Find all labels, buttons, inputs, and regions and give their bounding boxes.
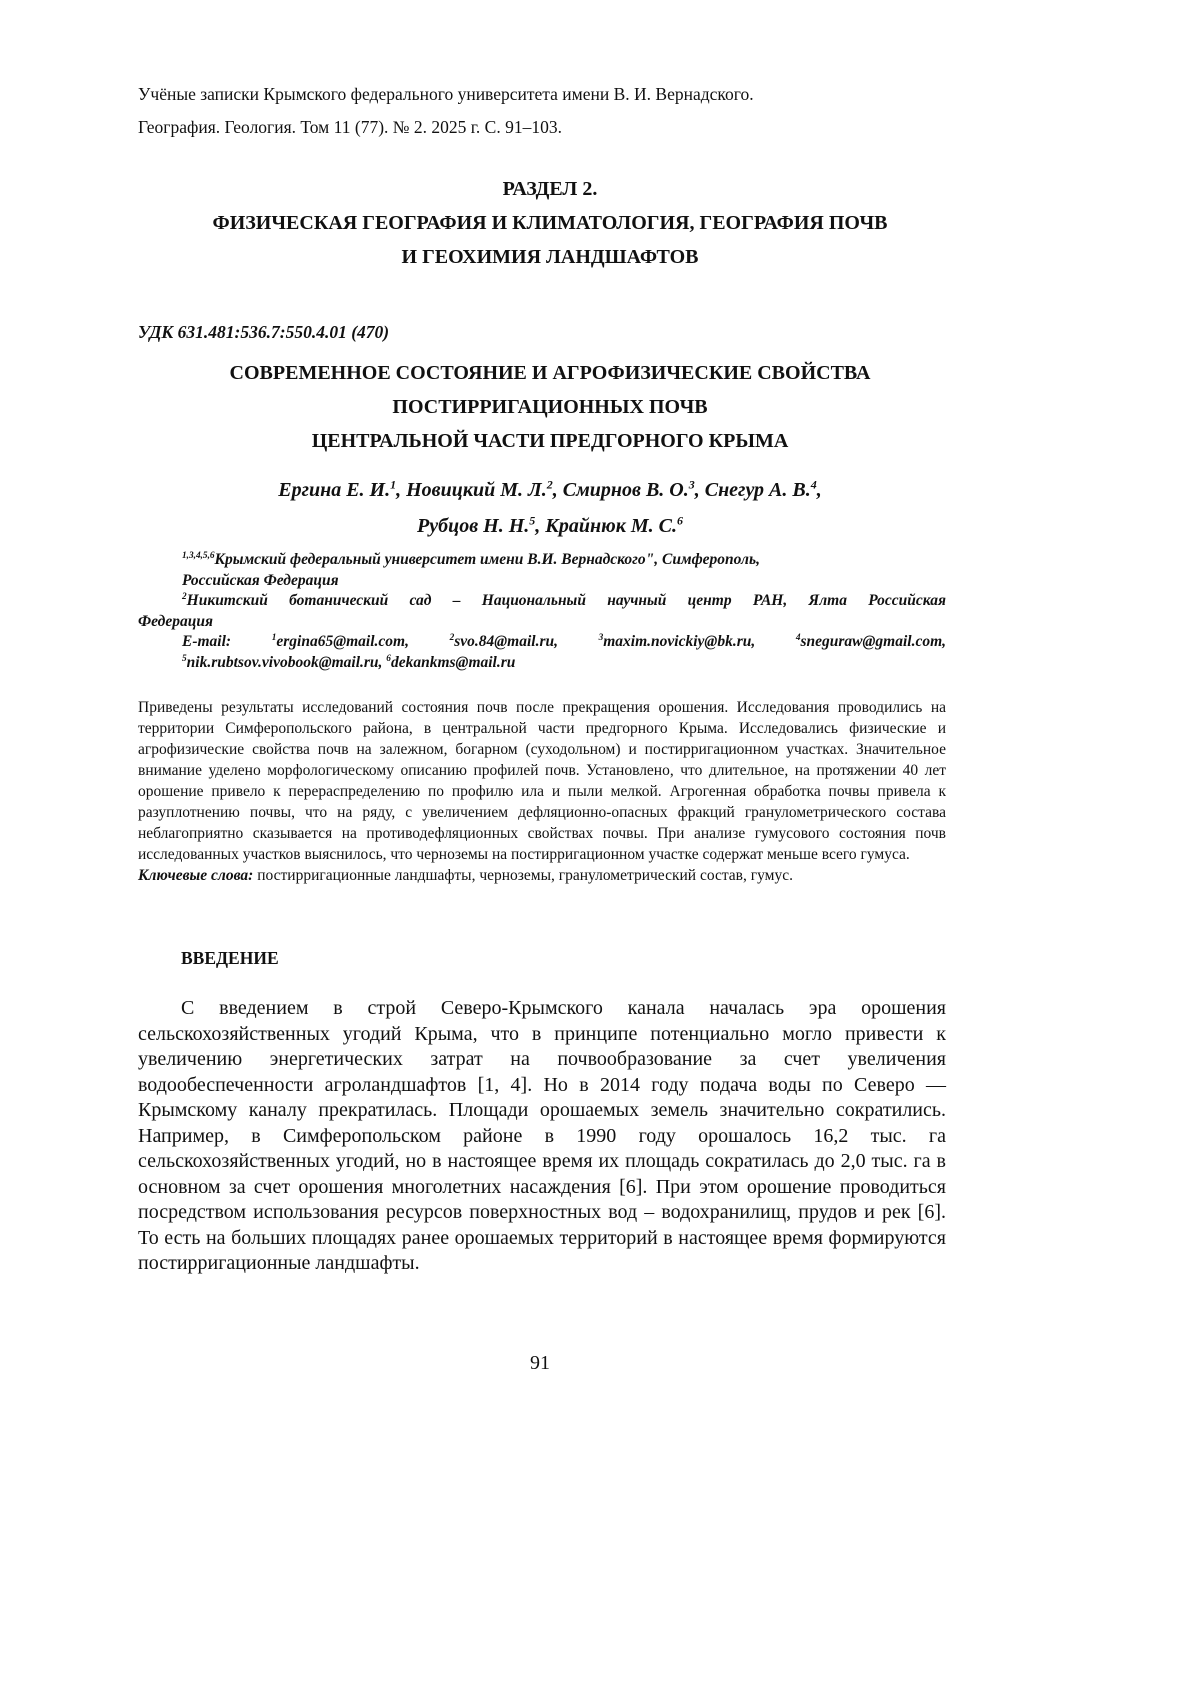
author-sup: 6 (677, 513, 683, 527)
journal-line-2: География. Геология. Том 11 (77). № 2. 2025 г. С. 91–103. (138, 111, 1038, 144)
page-number: 91 (0, 1352, 1080, 1375)
intro-heading: ВВЕДЕНИЕ (181, 948, 279, 969)
author-list (120, 472, 980, 544)
author-sup: 1 (390, 477, 396, 491)
affiliation-2 (138, 591, 946, 612)
author-name: Ергина Е. И. (278, 479, 390, 501)
affiliation-2-cont: Федерация (138, 612, 946, 633)
udk-code: УДК 631.481:536.7:550.4.01 (470) (138, 322, 389, 343)
email-address[interactable]: 6dekankms@mail.ru (386, 654, 515, 671)
affiliation-text: Никитский ботанический сад – Национальный научный центр РАН, Ялта Российская (187, 592, 946, 609)
email-line-2 (138, 653, 946, 674)
email-line-1 (138, 632, 946, 653)
author-sup: 2 (547, 477, 553, 491)
email-label: E-mail: (182, 633, 231, 650)
affiliation-1-cont: Российская Федерация (138, 571, 946, 592)
email-address[interactable]: 1ergina65@mail.com, (272, 633, 409, 650)
keywords-text: постирригационные ландшафты, черноземы, гранулометрический состав, гумус. (253, 867, 793, 884)
affiliation-sup: 1,3,4,5,6 (182, 551, 215, 561)
journal-line-1: Учёные записки Крымского федерального университета имени В. И. Вернадского. (138, 78, 1038, 111)
email-address[interactable]: 4sneguraw@gmail.com, (796, 633, 946, 650)
intro-paragraph: С введением в строй Северо-Крымского канала началась эра орошения сельскохозяйственных угодий Крыма, что в принципе потенциально могло привести к увеличению энергетических затрат на почвообразование за счет увеличения водообеспеченности агроландшафтов [1, 4]. Но в 2014 году подача воды по Северо — Крымскому каналу прекратилась. Площади орошаемых земель значительно сократились. Например, в Симферопольском районе в 1990 году орошалось 16,2 тыс. га сельскохозяйственных угодий, но в настоящее время их площадь сократилась до 2,0 тыс. га в основном за счет орошения многолетних насаждения [6]. При этом орошение проводиться посредством использования ресурсов поверхностных вод – водохранилищ, прудов и рек [6]. То есть на больших площадях ранее орошаемых территорий в настоящее время формируются постирригационные ландшафты. (138, 996, 946, 1277)
affiliation-sup: 2 (182, 592, 187, 602)
affiliations (138, 550, 946, 673)
author-name: Рубцов Н. Н. (417, 515, 529, 537)
affiliation-1 (138, 550, 946, 571)
author-line-1: Ергина Е. И.1, Новицкий М. Л.2, Смирнов В. О.3, Снегур А. В.4, (120, 472, 980, 508)
email-address[interactable]: 3maxim.novickiy@bk.ru, (599, 633, 756, 650)
intro-body (138, 996, 946, 1277)
author-sup: 3 (689, 477, 695, 491)
author-name: Крайнюк М. С. (545, 515, 677, 537)
author-name: Смирнов В. О. (563, 479, 689, 501)
document-page (0, 0, 1200, 1697)
section-line-1: РАЗДЕЛ 2. (120, 172, 980, 206)
author-sup: 5 (529, 513, 535, 527)
title-line-2: ПОСТИРРИГАЦИОННЫХ ПОЧВ (120, 390, 980, 424)
journal-header (138, 78, 1038, 144)
email-address[interactable]: 5nik.rubtsov.vivobook@mail.ru, (182, 654, 382, 671)
author-name: Снегур А. В. (705, 479, 811, 501)
section-line-3: И ГЕОХИМИЯ ЛАНДШАФТОВ (120, 240, 980, 274)
author-sup: 4 (811, 477, 817, 491)
title-line-1: СОВРЕМЕННОЕ СОСТОЯНИЕ И АГРОФИЗИЧЕСКИЕ СВОЙСТВА (120, 356, 980, 390)
email-address[interactable]: 2svo.84@mail.ru, (450, 633, 558, 650)
abstract-text: Приведены результаты исследований состояния почв после прекращения орошения. Исследования проводились на территории Симферопольского района, в центральной части предгорного Крыма. Исследовались физические и агрофизические свойства почв на залежном, богарном (суходольном) и постирригационном участках. Значительное внимание уделено морфологическому описанию профилей почв. Установлено, что длительное, на протяжении 40 лет орошение привело к перераспределению по профилю ила и пыли мелкой. Агрогенная обработка почвы привела к разуплотнению почвы, что на ряду, с увеличением дефляционно-опасных фракций гранулометрического состава неблагоприятно сказывается на противодефляционных свойствах почвы. При анализе гумусового состояния почв исследованных участков выяснилось, что черноземы на постирригационном участке содержат меньше всего гумуса. (138, 699, 946, 863)
keywords-label: Ключевые слова: (138, 867, 253, 884)
title-line-3: ЦЕНТРАЛЬНОЙ ЧАСТИ ПРЕДГОРНОГО КРЫМА (120, 424, 980, 458)
author-name: Новицкий М. Л. (406, 479, 547, 501)
article-title (120, 356, 980, 458)
section-heading (120, 172, 980, 274)
affiliation-text: Крымский федеральный университет имени В.И. Вернадского", Симферополь, (215, 551, 760, 568)
section-line-2: ФИЗИЧЕСКАЯ ГЕОГРАФИЯ И КЛИМАТОЛОГИЯ, ГЕОГРАФИЯ ПОЧВ (120, 206, 980, 240)
abstract (138, 697, 946, 886)
author-line-2: Рубцов Н. Н.5, Крайнюк М. С.6 (120, 508, 980, 544)
